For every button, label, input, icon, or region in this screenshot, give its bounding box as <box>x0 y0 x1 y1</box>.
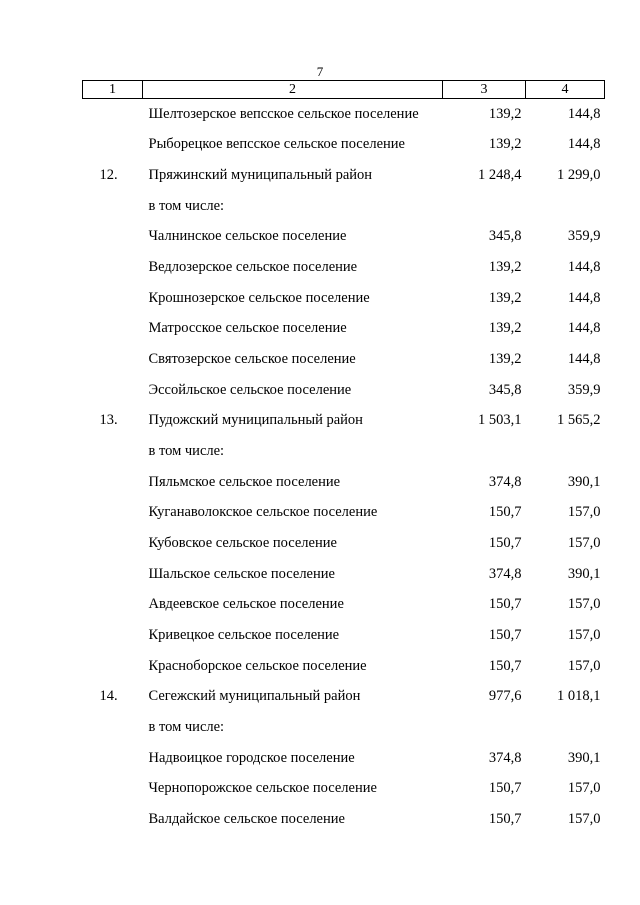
row-value-col4: 144,8 <box>567 351 601 368</box>
row-value-col4: 157,0 <box>567 596 601 613</box>
row-value-col4: 1 565,2 <box>557 412 601 429</box>
row-value-col4: 390,1 <box>567 749 601 766</box>
row-value-col3: 139,2 <box>488 289 522 306</box>
row-value-col4: 1 018,1 <box>557 688 601 705</box>
table-row <box>83 160 605 191</box>
row-value-col4: 359,9 <box>567 381 601 398</box>
table-body <box>83 99 605 835</box>
row-number <box>83 467 143 498</box>
row-name: Надвоицкое городское поселение <box>148 749 355 766</box>
row-value-col3: 150,7 <box>488 810 522 827</box>
row-value-col4: 359,9 <box>567 228 601 245</box>
row-name: Красноборское сельское поселение <box>148 657 367 674</box>
row-number <box>83 743 143 774</box>
row-number: 14. <box>99 688 118 705</box>
row-name: Святозерское сельское поселение <box>148 351 356 368</box>
table-row <box>83 467 605 498</box>
row-value-col3: 374,8 <box>488 473 522 490</box>
row-value-col3: 150,7 <box>488 657 522 674</box>
row-name: Чалнинское сельское поселение <box>148 228 347 245</box>
page-number: 7 <box>316 64 324 79</box>
row-number <box>83 498 143 529</box>
row-number <box>83 375 143 406</box>
row-value-col4: 157,0 <box>567 504 601 521</box>
row-value-col3: 150,7 <box>488 596 522 613</box>
row-number <box>83 436 143 467</box>
row-value-col3: 977,6 <box>488 688 522 705</box>
row-value-col4: 157,0 <box>567 780 601 797</box>
row-value-col4: 157,0 <box>567 535 601 552</box>
row-name: Пряжинский муниципальный район <box>148 167 373 184</box>
table-row <box>83 804 605 835</box>
row-name: Шелтозерское вепсское сельское поселение <box>148 105 419 122</box>
row-value-col3: 150,7 <box>488 626 522 643</box>
row-value-col4: 390,1 <box>567 473 601 490</box>
row-value-col4: 144,8 <box>567 105 601 122</box>
row-number <box>83 314 143 345</box>
row-value-col3: 1 248,4 <box>478 167 522 184</box>
table-row <box>83 406 605 437</box>
row-number <box>83 804 143 835</box>
row-value-col3 <box>443 712 526 743</box>
row-value-col3: 345,8 <box>488 381 522 398</box>
row-value-col3: 1 503,1 <box>478 412 522 429</box>
row-value-col3: 345,8 <box>488 228 522 245</box>
table-row <box>83 314 605 345</box>
row-name: Рыборецкое вепсское сельское поселение <box>148 136 405 153</box>
row-value-col3 <box>443 436 526 467</box>
row-value-col4: 144,8 <box>567 289 601 306</box>
column-header-3: 3 <box>443 81 526 99</box>
column-header-2: 2 <box>143 81 443 99</box>
row-name: Валдайское сельское поселение <box>148 810 345 827</box>
row-number <box>83 590 143 621</box>
table-row <box>83 222 605 253</box>
column-header-4: 4 <box>526 81 605 99</box>
row-value-col4: 144,8 <box>567 259 601 276</box>
row-name: в том числе: <box>148 197 225 214</box>
row-value-col3: 139,2 <box>488 351 522 368</box>
row-value-col3: 139,2 <box>488 136 522 153</box>
row-number <box>83 559 143 590</box>
table-row <box>83 743 605 774</box>
row-name: в том числе: <box>148 443 225 460</box>
row-name: Чернопорожское сельское поселение <box>148 780 377 797</box>
row-name: Кубовское сельское поселение <box>148 535 337 552</box>
table-row <box>83 528 605 559</box>
allocation-table <box>82 80 605 835</box>
table-row <box>83 590 605 621</box>
table-row <box>83 130 605 161</box>
row-name: в том числе: <box>148 718 225 735</box>
row-number <box>83 528 143 559</box>
row-value-col4: 1 299,0 <box>557 167 601 184</box>
row-value-col3: 150,7 <box>488 535 522 552</box>
row-number <box>83 344 143 375</box>
table-row <box>83 651 605 682</box>
row-number: 13. <box>99 412 118 429</box>
row-number: 12. <box>99 167 118 184</box>
row-value-col3: 150,7 <box>488 780 522 797</box>
row-name: Кривецкое сельское поселение <box>148 626 340 643</box>
table-row <box>83 191 605 222</box>
row-number <box>83 252 143 283</box>
row-name: Пяльмское сельское поселение <box>148 473 341 490</box>
table-row <box>83 681 605 712</box>
row-number <box>83 620 143 651</box>
row-name: Матросское сельское поселение <box>148 320 347 337</box>
row-number <box>83 191 143 222</box>
row-value-col4: 157,0 <box>567 626 601 643</box>
column-header-1: 1 <box>83 81 143 99</box>
row-name: Крошнозерское сельское поселение <box>148 289 370 306</box>
row-value-col3: 139,2 <box>488 259 522 276</box>
table-row <box>83 559 605 590</box>
table-row <box>83 436 605 467</box>
row-number <box>83 651 143 682</box>
table-row <box>83 252 605 283</box>
row-value-col3: 374,8 <box>488 565 522 582</box>
table-row <box>83 498 605 529</box>
row-name: Эссойльское сельское поселение <box>148 381 352 398</box>
row-value-col3: 374,8 <box>488 749 522 766</box>
table-row <box>83 620 605 651</box>
row-value-col4: 390,1 <box>567 565 601 582</box>
row-value-col4: 144,8 <box>567 136 601 153</box>
row-value-col4 <box>526 712 605 743</box>
row-value-col3 <box>443 191 526 222</box>
row-number <box>83 130 143 161</box>
row-value-col4: 157,0 <box>567 810 601 827</box>
table-row <box>83 99 605 130</box>
row-value-col3: 139,2 <box>488 320 522 337</box>
table-row <box>83 283 605 314</box>
row-number <box>83 222 143 253</box>
row-name: Сегежский муниципальный район <box>148 688 361 705</box>
row-number <box>83 773 143 804</box>
row-name: Куганаволокское сельское поселение <box>148 504 378 521</box>
row-number <box>83 283 143 314</box>
row-value-col4 <box>526 191 605 222</box>
table-row <box>83 773 605 804</box>
table-row <box>83 712 605 743</box>
row-value-col4: 157,0 <box>567 657 601 674</box>
row-value-col4: 144,8 <box>567 320 601 337</box>
table-row <box>83 375 605 406</box>
row-value-col4 <box>526 436 605 467</box>
row-name: Ведлозерское сельское поселение <box>148 259 358 276</box>
row-name: Шальское сельское поселение <box>148 565 335 582</box>
table-row <box>83 344 605 375</box>
row-number <box>83 712 143 743</box>
row-number <box>83 99 143 130</box>
row-name: Пудожский муниципальный район <box>148 412 363 429</box>
table-header <box>83 81 605 99</box>
row-value-col3: 150,7 <box>488 504 522 521</box>
row-value-col3: 139,2 <box>488 105 522 122</box>
row-name: Авдеевское сельское поселение <box>148 596 344 613</box>
